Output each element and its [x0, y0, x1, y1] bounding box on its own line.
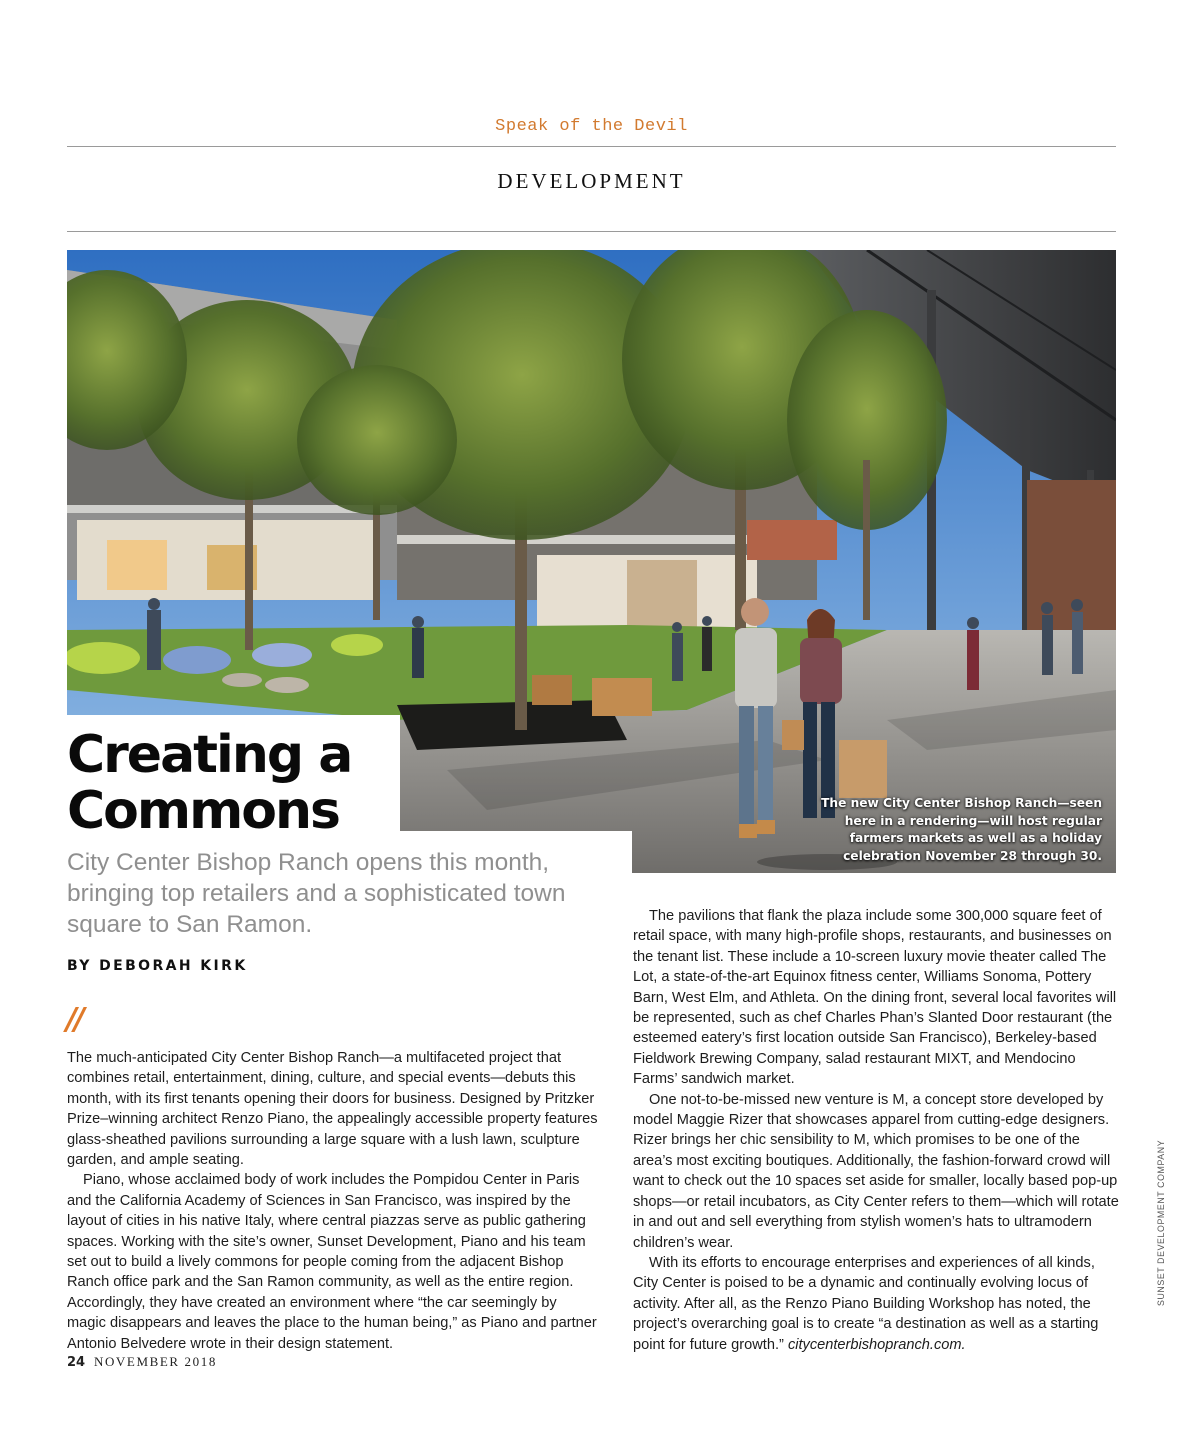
paragraph: The pavilions that flank the plaza include some 300,000 square feet of retail space, with many high-profile shops, restaurants, and businesses on the tenant list. These include a 10-screen luxury movie theater called The Lot, a state-of-the-art Equinox fitness center, Williams Sonoma, Pottery Barn, West Elm, and Athleta. On the dining front, several local favorites will be represented, such as chef Charles Phan’s Slanted Door restaurant (the esteemed eatery’s first location outside San Francisco), Berkeley-based Fieldwork Brewing Company, salad restaurant MIXT, and Mendocino Farms’ sandwich market.	[633, 908, 1117, 1088]
paragraph: Piano, whose acclaimed body of work includes the Pompidou Center in Paris and the California Academy of Sciences in San Francisco, was inspired by the layout of cities in his native Italy, where central piazzas serve as public gathering spaces. Working with the site’s owner, Sunset Development, Piano and his team set out to build a lively commons for people coming from the adjacent Bishop Ranch office park and the San Ramon community, as well as the entire region. Accordingly, they have created an environment where “the car seemingly by magic disappears and leaves the place to the human being,” as Piano and partner Antonio Belvedere wrote in their design statement.	[67, 1172, 597, 1352]
headline	[67, 727, 397, 839]
folio	[67, 1354, 217, 1370]
section-rule	[67, 231, 1116, 232]
section-label: DEVELOPMENT	[497, 169, 686, 193]
body-column-2	[633, 906, 1120, 1355]
paragraph: One not-to-be-missed new venture is M, a concept store developed by model Maggie Rizer that showcases apparel from cutting-edge designers. Rizer brings her chic sensibility to M, which promises to be one of the area’s most exciting boutiques. Additionally, the fashion-forward crowd will want to check out the 10 spaces set aside for smaller, locally based pop-up shops—or retail incubators, as City Center refers to them—which will rotate in and out and sell everything from stylish women’s hats to ultramodern children’s wear.	[633, 1091, 1119, 1251]
paragraph-text: With its efforts to encourage enterprises and experiences of all kinds, City Center is poised to be a dynamic and continually evolving locus of activity. After all, as the Renzo Piano Building Workshop has noted, the project’s overarching goal is to create “a destination as well as a starting point for future growth.”	[633, 1254, 1099, 1353]
top-rule	[67, 146, 1116, 147]
paragraph: The much-anticipated City Center Bishop Ranch—a multifaceted project that combines retail, entertainment, dining, culture, and special events—debuts this month, with its first tenants opening their doors for business. Designed by Pritzker Prize–winning architect Renzo Piano, the appealingly accessible property features glass-sheathed pavilions surrounding a large square with a lush lawn, sculpture garden, and ample seating.	[67, 1050, 598, 1169]
page-number: 24	[67, 1355, 86, 1370]
headline-line-2: Commons	[67, 781, 339, 841]
deck: City Center Bishop Ranch opens this month, bringing top retailers and a sophisticated town square to San Ramon.	[67, 849, 566, 938]
photo-credit: SUNSET DEVELOPMENT COMPANY	[1156, 1139, 1166, 1306]
paragraph	[633, 1253, 1120, 1355]
kicker: Speak of the Devil	[495, 117, 688, 136]
body-column-1	[67, 1048, 599, 1354]
ornament-slashes: //	[66, 1002, 82, 1037]
website-link[interactable]: citycenterbishopranch.com.	[787, 1336, 966, 1353]
photo-caption: The new City Center Bishop Ranch—seen here in a rendering—will host regular farmers markets as well as a holiday celebration November 28 through 30.	[821, 796, 1102, 863]
byline: BY DEBORAH KIRK	[67, 958, 248, 974]
headline-line-1: Creating a	[67, 725, 352, 785]
issue-date: NOVEMBER 2018	[93, 1354, 217, 1369]
